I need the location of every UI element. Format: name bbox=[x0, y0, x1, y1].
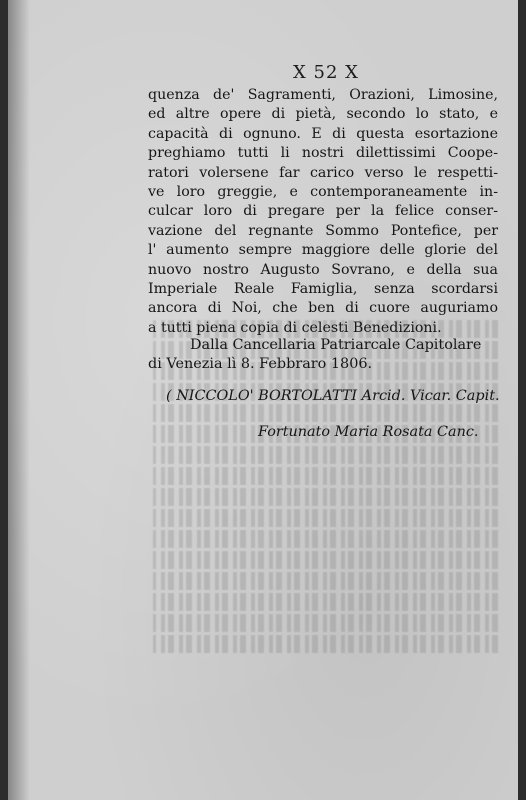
text-line: ratori volersene far carico verso le respetti- bbox=[148, 164, 498, 181]
dateline bbox=[148, 336, 498, 375]
dateline-line: di Venezia lì 8. Febbraro 1806. bbox=[148, 356, 373, 373]
text-line: ve loro greggie, e contemporaneamente in- bbox=[148, 184, 498, 201]
text-line: vazione del regnante Sommo Pontefice, per bbox=[148, 222, 498, 239]
text-line: l' aumento sempre maggiore delle glorie del bbox=[148, 242, 498, 259]
spine-shadow bbox=[8, 0, 30, 800]
page-number: X 52 X bbox=[293, 62, 359, 83]
text-line: ancora di Noi, che ben di cuore auguriamo bbox=[148, 300, 498, 317]
text-line: Imperiale Reale Famiglia, senza scordarsi bbox=[148, 281, 498, 298]
signature-archdeacon: ( NICCOLO' BORTOLATTI Arcid. Vicar. Capit. bbox=[166, 388, 500, 404]
text-line: preghiamo tutti li nostri dilettissimi Coope- bbox=[148, 145, 498, 162]
text-line: nuovo nostro Augusto Sovrano, e della sua bbox=[148, 261, 498, 278]
text-line: quenza de' Sagramenti, Orazioni, Limosine, bbox=[148, 87, 498, 103]
book-page bbox=[8, 0, 518, 800]
dateline-line: Dalla Cancellaria Patriarcale Capitolare bbox=[190, 337, 482, 353]
text-line: capacità di ognuno. E di questa esortazione bbox=[148, 125, 498, 142]
text-line: culcar loro di pregare per la felice conser- bbox=[148, 203, 498, 220]
text-line: a tutti piena copia di celesti Benedizioni. bbox=[148, 319, 442, 336]
signature-chancellor: Fortunato Maria Rosata Canc. bbox=[258, 424, 479, 440]
text-line: ed altre opere di pietà, secondo lo stato, e bbox=[148, 106, 498, 123]
body-paragraph bbox=[148, 86, 498, 338]
